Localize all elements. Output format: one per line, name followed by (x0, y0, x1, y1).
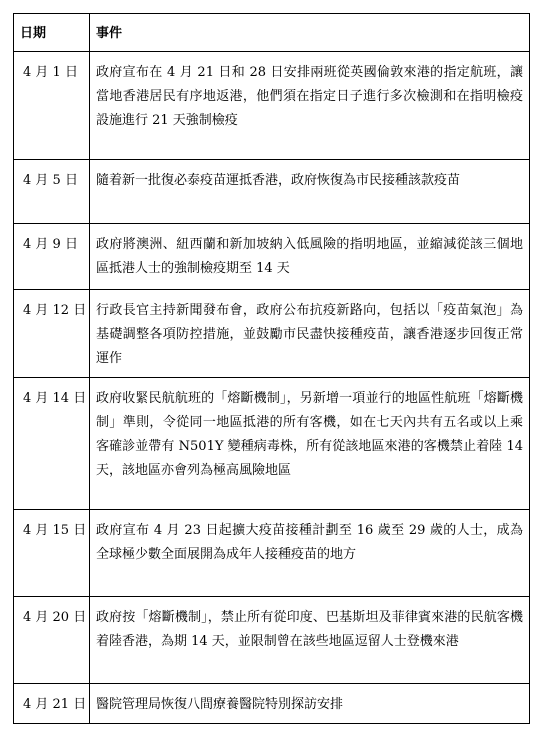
date-column-header: 日期 (14, 14, 90, 52)
event-cell: 政府宣布在 4 月 21 日和 28 日安排兩班從英國倫敦來港的指定航班，讓當地香港居民有序地返港，他們須在指定日子進行多次檢測和在指明檢疫設施進行 21 天強制檢疫 (90, 52, 530, 160)
event-cell: 隨着新一批復必泰疫苗運抵香港，政府恢復為市民接種該款疫苗 (90, 160, 530, 224)
table-header-row (14, 14, 530, 52)
event-cell: 政府宣布 4 月 23 日起擴大疫苗接種計劃至 16 歲至 29 歲的人士，成為全球極少數全面展開為成年人接種疫苗的地方 (90, 510, 530, 597)
date-cell: 4 月 9 日 (14, 224, 90, 290)
event-cell: 政府將澳洲、紐西蘭和新加坡納入低風險的指明地區，並縮減從該三個地區抵港人士的強制檢疫期至 14 天 (90, 224, 530, 290)
timeline-table (13, 13, 530, 724)
table-row (14, 597, 530, 684)
table-row (14, 160, 530, 224)
table-row (14, 290, 530, 378)
event-column-header: 事件 (90, 14, 530, 52)
table-row (14, 224, 530, 290)
event-cell: 政府收緊民航航班的「熔斷機制」，另新增一項並行的地區性航班「熔斷機制」準則，令從同一地區抵港的所有客機，如在七天內共有五名或以上乘客確診並帶有 N501Y 變種病毒株，所有從該地區來港的客機禁止着陸 14 天，該地區亦會列為極高風險地區 (90, 378, 530, 510)
event-cell: 醫院管理局恢復八間療養醫院特別探訪安排 (90, 684, 530, 724)
event-cell: 政府按「熔斷機制」，禁止所有從印度、巴基斯坦及菲律賓來港的民航客機着陸香港，為期 14 天，並限制曾在該些地區逗留人士登機來港 (90, 597, 530, 684)
table-row (14, 52, 530, 160)
date-cell: 4 月 20 日 (14, 597, 90, 684)
table-row (14, 378, 530, 510)
event-cell: 行政長官主持新聞發布會，政府公布抗疫新路向，包括以「疫苗氣泡」為基礎調整各項防控措施，並鼓勵市民盡快接種疫苗，讓香港逐步回復正常運作 (90, 290, 530, 378)
date-cell: 4 月 15 日 (14, 510, 90, 597)
date-cell: 4 月 1 日 (14, 52, 90, 160)
table-row (14, 510, 530, 597)
date-cell: 4 月 14 日 (14, 378, 90, 510)
date-cell: 4 月 5 日 (14, 160, 90, 224)
table-row (14, 684, 530, 724)
date-cell: 4 月 12 日 (14, 290, 90, 378)
date-cell: 4 月 21 日 (14, 684, 90, 724)
